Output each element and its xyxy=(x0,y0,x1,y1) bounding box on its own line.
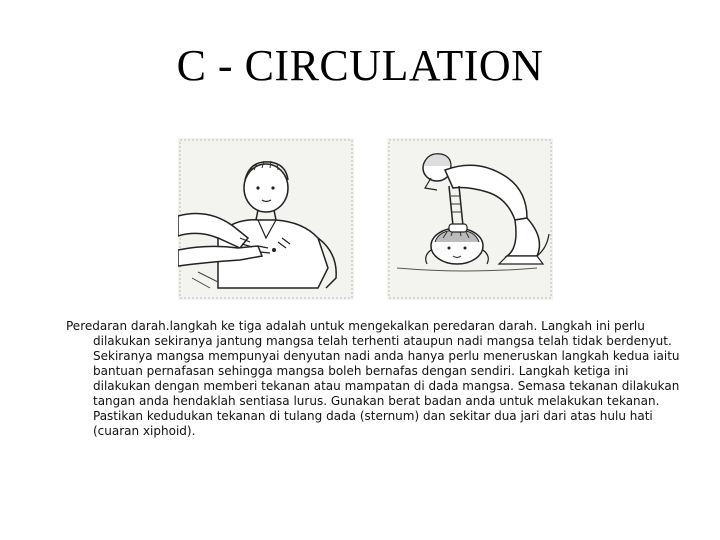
hand-position-illustration-icon xyxy=(178,138,354,300)
chest-compression-illustration-icon xyxy=(387,138,553,300)
body-paragraph xyxy=(66,319,686,439)
paragraph-lead: Peredaran darah. xyxy=(66,319,170,333)
slide-title: C - CIRCULATION xyxy=(176,41,544,90)
paragraph-body: langkah ke tiga adalah untuk mengekalkan peredaran darah. Langkah ini perlu dilakukan sekiranya jantung mangsa telah terhenti ataupun nadi mangsa telah tidak berdenyut. Sekiranya mangsa mempunyai denyutan nadi anda hanya perlu meneruskan langkah kedua iaitu bantuan pernafasan sehingga mangsa boleh bernafas dengan sendiri. Langkah ketiga ini dilakukan dengan memberi tekanan atau mampatan di dada mangsa. Semasa tekanan dilakukan tangan anda hendaklah sentiasa lurus. Gunakan berat badan anda untuk melakukan tekanan. Pastikan kedudukan tekanan di tulang dada (sternum) dan sekitar dua jari dari atas hulu hati (cuaran xiphoid). xyxy=(93,319,680,438)
